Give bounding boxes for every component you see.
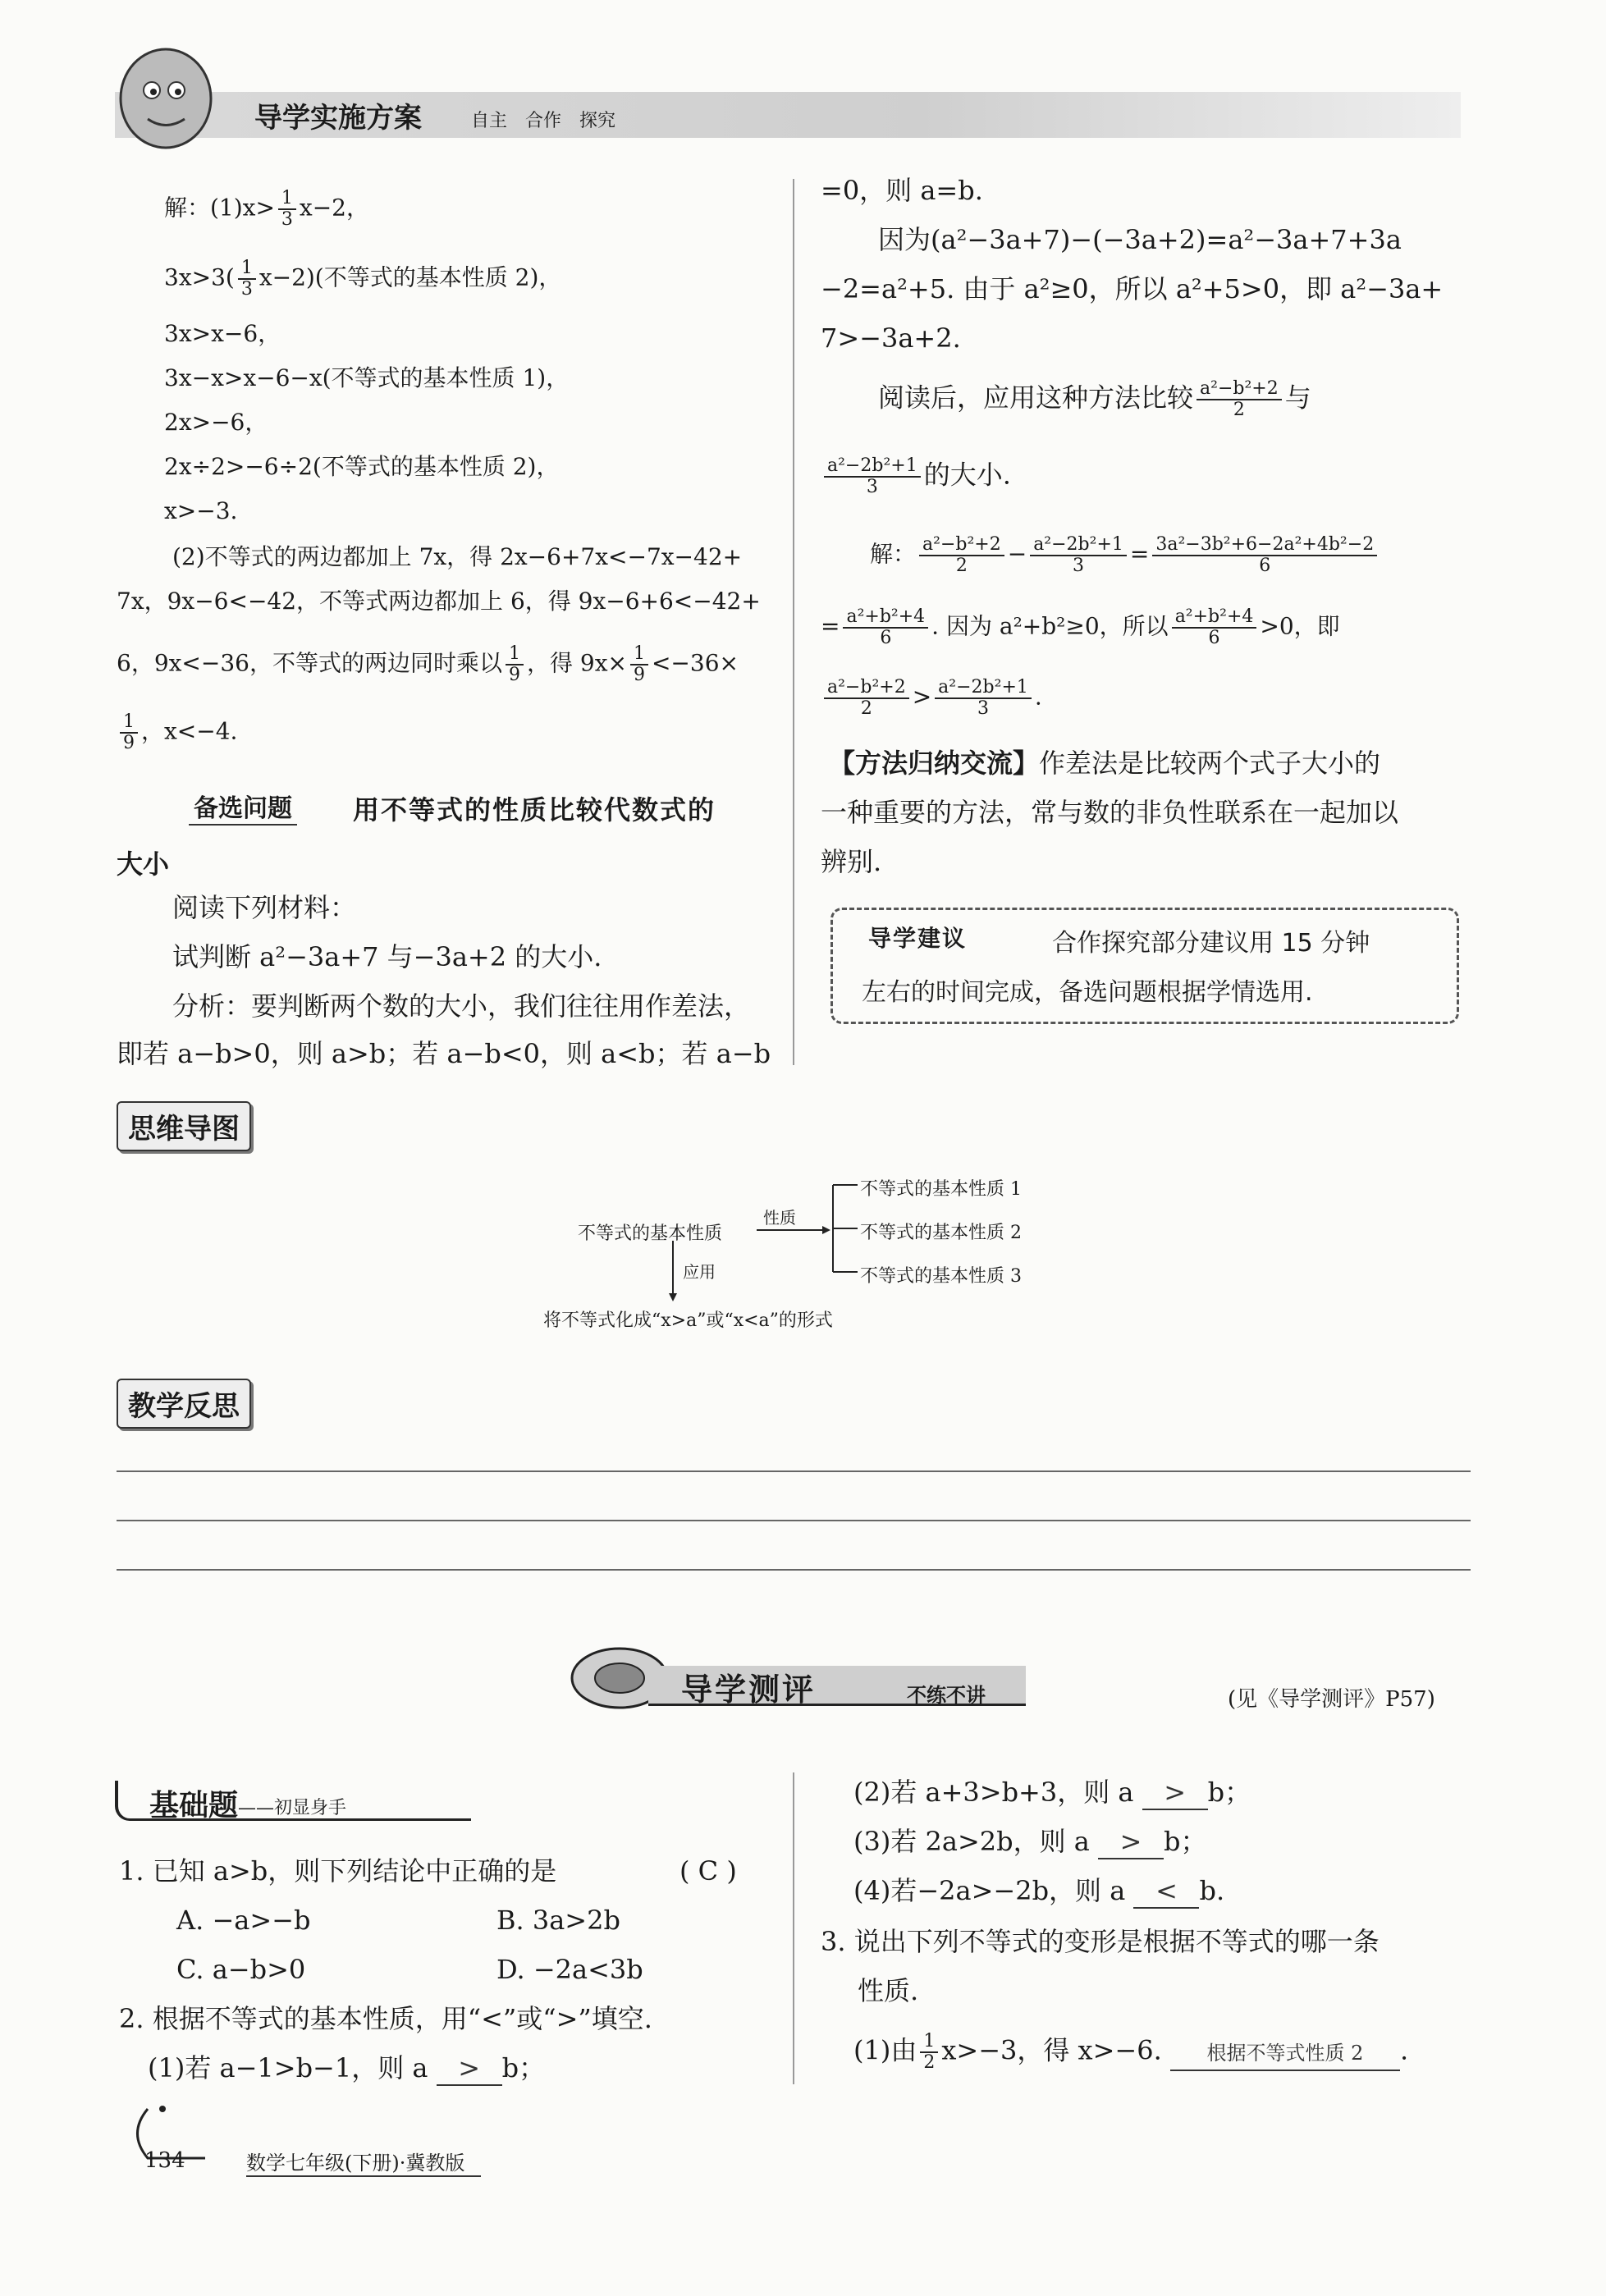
text: (1)由: [853, 2034, 917, 2066]
mindmap-edge-property: 性质: [763, 1208, 796, 1228]
book-title: 数学七年级(下册)·冀教版: [246, 2147, 481, 2177]
den: 3: [240, 279, 253, 300]
method-line-1: [829, 747, 1380, 780]
q3: 3. 说出下列不等式的变形是根据不等式的哪一条: [821, 1926, 1380, 1957]
mindmap-tag: 思维导图: [117, 1101, 251, 1151]
den: 2: [955, 556, 968, 576]
q2-2: [853, 1776, 1251, 1810]
solution-line-6: 2x÷2>−6÷2(不等式的基本性质 2)，: [164, 453, 560, 480]
reflection-line-1: [117, 1470, 1471, 1472]
solution-line-4: 3x−x>x−6−x(不等式的基本性质 1)，: [164, 364, 570, 391]
text: x−2)(不等式的基本性质 2)，: [259, 263, 562, 291]
num: 1: [506, 644, 524, 665]
right-line-1: =0，则 a=b.: [821, 175, 983, 206]
q3-1-answer: 根据不等式性质 2: [1170, 2037, 1400, 2071]
test-banner-title: 导学测评: [681, 1672, 817, 1708]
num: a²−2b²+1: [1030, 535, 1127, 556]
solution-line-1: [164, 189, 369, 230]
text: 3x>3(: [164, 263, 235, 291]
den: 9: [633, 665, 645, 685]
column-divider: [793, 179, 794, 1065]
fraction: [824, 678, 909, 719]
text: ，得 9x×: [526, 649, 627, 677]
part2-line-1: (2)不等式的两边都加上 7x，得 2x−6+7x<−7x−42+: [172, 543, 743, 570]
optional-problem-title-2: 大小: [117, 848, 170, 880]
num: 3a²−3b²+6−2a²+4b²−2: [1152, 535, 1377, 556]
den: 3: [977, 698, 990, 719]
num: 1: [120, 712, 138, 734]
text: 与: [1284, 382, 1311, 414]
basics-tag: 基础题: [149, 1789, 239, 1823]
q2-2-answer: >: [1142, 1776, 1208, 1810]
den: 2: [860, 698, 872, 719]
text: 解：: [870, 540, 917, 568]
advice-line-2: 左右的时间完成，备选问题根据学情选用.: [862, 978, 1313, 1007]
text: . 因为 a²+b²≥0，所以: [931, 612, 1169, 640]
advice-line-1: 合作探究部分建议用 15 分钟: [1052, 929, 1370, 958]
right-line-6: [821, 456, 1011, 497]
text: <−36×: [651, 649, 739, 677]
method-line-3: 辨别.: [821, 846, 882, 877]
text: 作差法是比较两个式子大小的: [1039, 748, 1381, 779]
solution-right-2: = $\frac{\text{a²+b²+4}}{6}$ . 因为 a²+b²≥0，所以 $\frac{\text{a²+b²+4}}{6}$ >0，即: [821, 606, 1340, 648]
num: a²−2b²+1: [824, 456, 921, 478]
reflection-line-3: [117, 1569, 1471, 1571]
solution-line-5: 2x>−6，: [164, 409, 268, 436]
num: a²−b²+2: [824, 678, 909, 699]
num: a²−b²+2: [1196, 379, 1282, 400]
num: 1: [630, 644, 648, 665]
num: a²+b²+4: [843, 607, 928, 629]
den: 3: [866, 477, 878, 497]
den: 2: [923, 2052, 936, 2073]
header-subtitle: 自主 合作 探究: [471, 111, 616, 131]
num: 1: [920, 2032, 938, 2053]
mindmap-root: 不等式的基本性质: [578, 1223, 723, 1244]
solution-line-3: 3x>x−6，: [164, 320, 281, 347]
text: x>−3，得 x>−6.: [941, 2034, 1162, 2066]
text: b.: [1199, 1875, 1225, 1906]
num: a²+b²+4: [1172, 607, 1257, 629]
q2-1: [148, 2051, 545, 2086]
part2-line-4: [117, 712, 237, 753]
method-line-2: 一种重要的方法，常与数的非负性联系在一起加以: [821, 797, 1399, 828]
q3-1: [853, 2032, 1408, 2073]
mindmap-leaf-2: 不等式的基本性质 2: [860, 1223, 1022, 1243]
optional-problem-tag: 备选问题: [189, 788, 297, 826]
reading-line-2: 试判断 a²−3a+7 与−3a+2 的大小.: [172, 941, 602, 972]
fraction: [1030, 535, 1127, 576]
fraction: [1172, 607, 1257, 648]
solution-right-3: $\frac{\text{a²−b²+2}}{2}$ > $\frac{\text{a²−2b²+1}}{3}$ .: [821, 678, 1042, 719]
solution-right-1: 解： $\frac{\text{a²−b²+2}}{2}$ − $\frac{\text{a²−2b²+1}}{3}$ = $\frac{\text{3a²−3b²+6−2a²+4b²−2}}{6}$: [870, 535, 1380, 576]
q2-1-answer: >: [437, 2051, 502, 2086]
mascot-icon: [115, 41, 222, 164]
num: 1: [278, 189, 296, 210]
text: (4)若−2a>−2b，则 a: [853, 1875, 1126, 1906]
den: 9: [508, 665, 520, 685]
q1: 1. 已知 a>b，则下列结论中正确的是: [119, 1855, 557, 1887]
text: 的大小.: [923, 459, 1011, 491]
mindmap-leaf-1: 不等式的基本性质 1: [860, 1179, 1022, 1200]
num: a²−2b²+1: [935, 678, 1032, 699]
q2-3-answer: >: [1098, 1825, 1164, 1859]
fraction: [506, 644, 524, 685]
q2-4-answer: <: [1133, 1874, 1199, 1909]
q2-3: [853, 1825, 1207, 1859]
reading-line-3: 分析：要判断两个数的大小，我们往往用作差法，: [172, 990, 751, 1022]
den: 2: [1233, 400, 1245, 420]
fraction: [1196, 379, 1282, 420]
text: b；: [501, 2052, 546, 2083]
text: 解：(1)x>: [164, 194, 275, 222]
test-banner-sub: 不练不讲: [907, 1684, 986, 1707]
test-reference: (见《导学测评》P57): [1228, 1687, 1435, 1712]
num: 1: [238, 258, 256, 280]
part2-line-2: 7x，9x−6<−42，不等式两边都加上 6，得 9x−6+6<−42+: [117, 588, 761, 615]
text: >0，即: [1260, 612, 1340, 640]
method-tag: 【方法归纳交流】: [829, 748, 1040, 779]
basics-tag-sub: ——初显身手: [238, 1798, 347, 1818]
q2-4: [853, 1874, 1224, 1909]
fraction: [843, 607, 928, 648]
text: (2)若 a+3>b+3，则 a: [853, 1777, 1134, 1808]
page-number: 134: [144, 2148, 185, 2173]
den: 3: [281, 209, 293, 230]
q1-option-a: A. −a>−b: [176, 1905, 311, 1936]
text: 阅读后，应用这种方法比较: [878, 382, 1194, 414]
mindmap-bottom: 将不等式化成“x>a”或“x<a”的形式: [543, 1310, 833, 1331]
right-line-5: [878, 379, 1311, 420]
mindmap-edge-apply: 应用: [683, 1262, 716, 1282]
part2-line-3: [117, 644, 739, 685]
fraction: [278, 189, 296, 230]
right-line-2: 因为(a²−3a+7)−(−3a+2)=a²−3a+7+3a: [878, 224, 1402, 255]
den: 6: [880, 628, 892, 648]
reading-line-4: 即若 a−b>0，则 a>b；若 a−b<0，则 a<b；若 a−b: [117, 1038, 771, 1069]
q2: 2. 根据不等式的基本性质，用“<”或“>”填空.: [119, 2003, 652, 2034]
text: x−2，: [299, 194, 369, 222]
header-title: 导学实施方案: [254, 102, 422, 135]
den: 6: [1259, 556, 1271, 576]
fraction: [920, 2032, 938, 2073]
fraction: [1152, 535, 1377, 576]
reflection-line-2: [117, 1520, 1471, 1521]
advice-tag: 导学建议: [868, 925, 968, 952]
q1-option-c: C. a−b>0: [176, 1954, 306, 1985]
text: ，x<−4.: [141, 717, 238, 745]
right-line-4: 7>−3a+2.: [821, 322, 961, 354]
fraction: [824, 456, 921, 497]
solution-line-7: x>−3.: [164, 497, 238, 524]
right-line-3: −2=a²+5. 由于 a²≥0，所以 a²+5>0，即 a²−3a+: [821, 273, 1444, 304]
q3-b: 性质.: [858, 1975, 919, 2006]
text: .: [1399, 2034, 1409, 2066]
fraction: [120, 712, 138, 753]
mindmap-leaf-3: 不等式的基本性质 3: [860, 1266, 1022, 1287]
reflection-tag: 教学反思: [117, 1379, 251, 1429]
fraction: [935, 678, 1032, 719]
text: (3)若 2a>2b，则 a: [853, 1826, 1090, 1857]
text: 6，9x<−36，不等式的两边同时乘以: [117, 649, 502, 677]
text: b；: [1164, 1826, 1207, 1857]
num: a²−b²+2: [919, 535, 1004, 556]
den: 9: [123, 733, 135, 753]
basics-column-divider: [793, 1772, 794, 2084]
fraction: [630, 644, 648, 685]
den: 6: [1208, 628, 1220, 648]
text: b；: [1207, 1777, 1251, 1808]
text: (1)若 a−1>b−1，则 a: [148, 2052, 428, 2083]
q1-option-b: B. 3a>2b: [496, 1905, 620, 1936]
optional-problem-title: 用不等式的性质比较代数式的: [353, 794, 716, 826]
reading-line-1: 阅读下列材料：: [172, 892, 357, 923]
q1-answer: ( C ): [679, 1855, 737, 1887]
q1-option-d: D. −2a<3b: [496, 1954, 643, 1985]
solution-line-2: [164, 258, 561, 300]
fraction: [919, 535, 1004, 576]
fraction: [238, 258, 256, 300]
den: 3: [1073, 556, 1085, 576]
